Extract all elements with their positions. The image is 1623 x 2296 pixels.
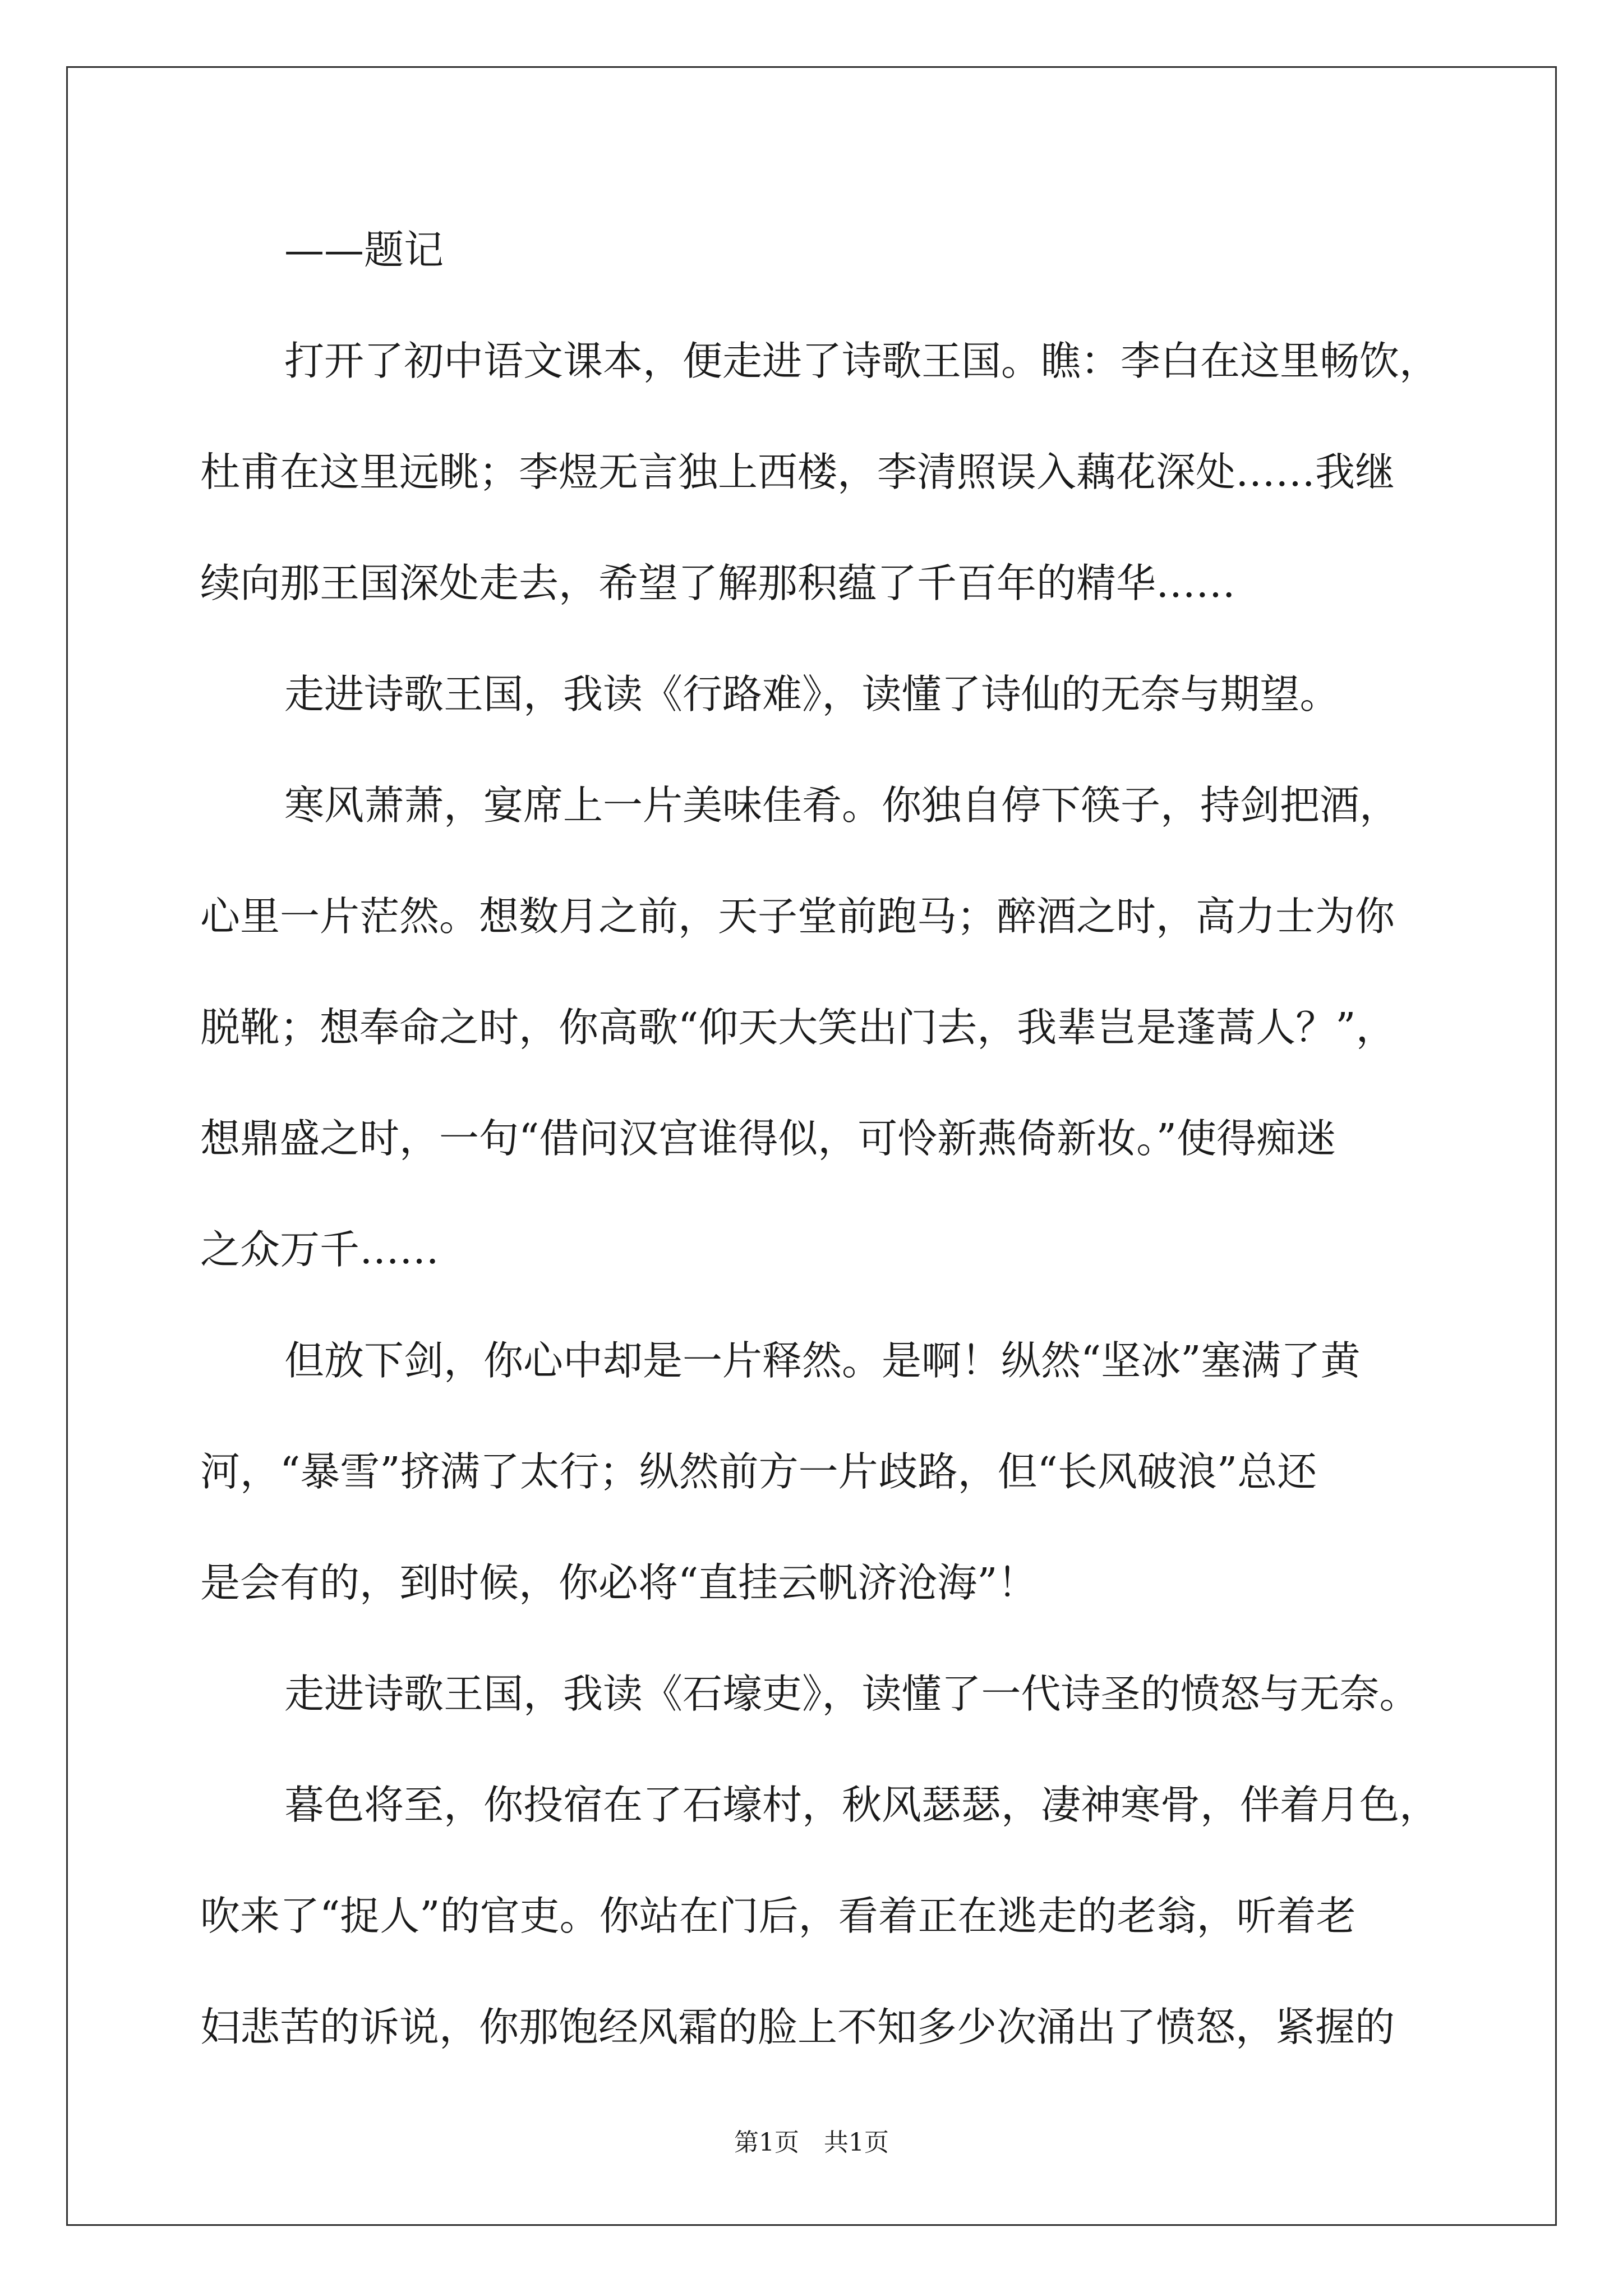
page-footer xyxy=(0,2126,1623,2160)
text-line: 续向那王国深处走去，希望了解那积蕴了千百年的精华…… xyxy=(200,560,1236,606)
document-body xyxy=(200,213,1459,2101)
text-line: 河，“暴雪”挤满了太行；纵然前方一片歧路，但“长风破浪”总还 xyxy=(200,1448,1317,1495)
text-line: 走进诗歌王国，我读《石壕吏》，读懂了一代诗圣的愤怒与无奈。 xyxy=(284,1671,1419,1717)
text-line: 寒风萧萧，宴席上一片美味佳肴。你独自停下筷子，持剑把酒， xyxy=(284,782,1400,829)
text-line: 之众万千…… xyxy=(200,1226,440,1273)
text-line: 妇悲苦的诉说，你那饱经风霜的脸上不知多少次涌出了愤怒，紧握的 xyxy=(200,2004,1395,2050)
text-line: 是会有的，到时候，你必将“直挂云帆济沧海”！ xyxy=(200,1559,1038,1606)
text-line: ——题记 xyxy=(284,227,444,273)
text-line: 打开了初中语文课本，便走进了诗歌王国。瞧：李白在这里畅饮， xyxy=(284,338,1440,384)
text-line: 想鼎盛之时，一句“借问汉宫谁得似，可怜新燕倚新妆。”使得痴迷 xyxy=(200,1115,1336,1162)
text-line: 杜甫在这里远眺；李煜无言独上西楼，李清照误入藕花深处……我继 xyxy=(200,449,1395,495)
text-line: 心里一片茫然。想数月之前，天子堂前跑马；醉酒之时，高力士为你 xyxy=(200,893,1395,940)
page-number-label: 第1页 共1页 xyxy=(734,2128,889,2157)
text-line: 吹来了“捉人”的官吏。你站在门后，看着正在逃走的老翁，听着老 xyxy=(200,1893,1356,1939)
text-line: 脱靴；想奉命之时，你高歌“仰天大笑出门去，我辈岂是蓬蒿人？”， xyxy=(200,1004,1396,1051)
text-line: 暮色将至，你投宿在了石壕村，秋风瑟瑟，凄神寒骨，伴着月色， xyxy=(284,1782,1440,1828)
text-line: 但放下剑，你心中却是一片释然。是啊！纵然“坚冰”塞满了黄 xyxy=(284,1337,1361,1384)
text-line: 走进诗歌王国，我读《行路难》，读懂了诗仙的无奈与期望。 xyxy=(284,671,1340,717)
